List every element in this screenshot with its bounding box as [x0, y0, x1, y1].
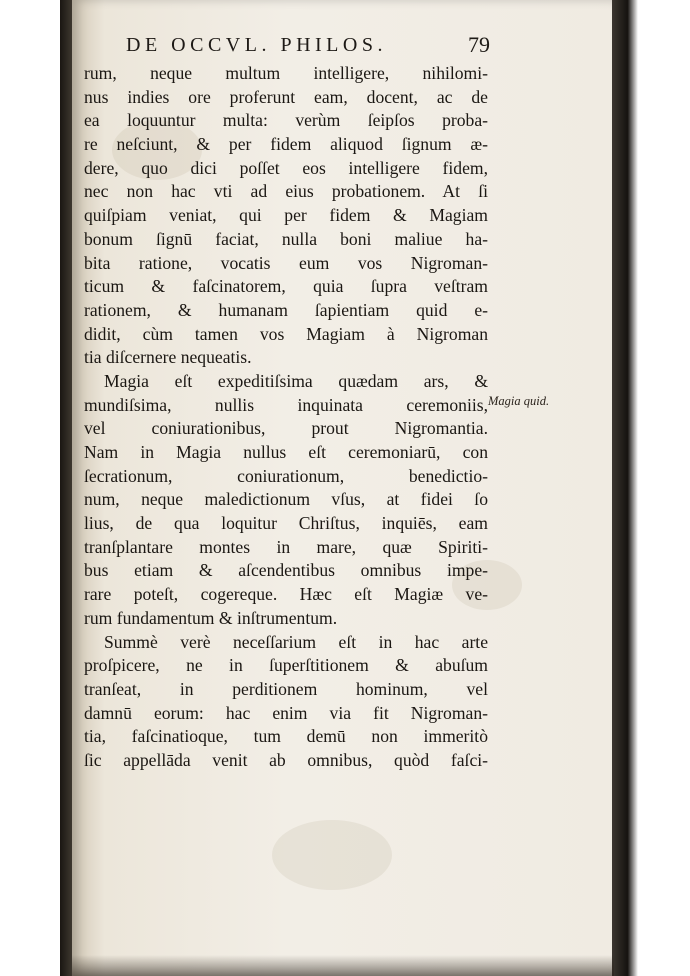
- text-line: didit, cùm tamen vos Magiam à Nigroman: [84, 323, 488, 344]
- text-line: tranſplantare montes in mare, quæ Spiriti-: [84, 536, 488, 557]
- page-outer-edge: [612, 0, 638, 976]
- text-line: ea loquuntur multa: verùm ſeipſos proba-: [84, 110, 488, 131]
- text-line: dere, quo dici poſſet eos intelligere fidem,: [84, 157, 488, 178]
- text-line: mundiſsima, nullis inquinata ceremoniis,: [84, 394, 488, 415]
- text-line: nec non hac vti ad eius probationem. At ſi: [84, 181, 488, 202]
- text-line: Summè verè neceſſarium eſt in hac arte: [104, 631, 488, 652]
- text-line: ſecrationum, coniurationum, benedictio-: [84, 465, 488, 486]
- text-line: rum, neque multum intelligere, nihilomi-: [84, 63, 488, 83]
- running-head: DE OCCVL. PHILOS.: [126, 34, 387, 56]
- text-line: proſpicere, ne in ſuperſtitionem & abuſum: [84, 655, 488, 676]
- text-line: Nam in Magia nullus eſt ceremoniarū, con: [84, 442, 488, 462]
- page-bottom-shade: [72, 955, 614, 976]
- text-line: quiſpiam veniat, qui per fidem & Magiam: [84, 205, 488, 226]
- text-line: bus etiam & aſcendentibus omnibus impe-: [84, 560, 488, 581]
- text-line: nus indies ore proferunt eam, docent, ac de: [84, 86, 488, 107]
- text-line: ticum & faſcinatorem, quia ſupra veſtram: [84, 276, 488, 297]
- text-line: lius, de qua loquitur Chriſtus, inquiēs, eam: [84, 513, 488, 534]
- text-line: Magia eſt expeditiſsima quædam ars, &: [104, 370, 488, 391]
- page-header: [126, 30, 490, 62]
- text-line: tia, faſcinatioque, tum demū non immeritò: [84, 726, 488, 747]
- text-line: re neſciunt, & per fidem aliquod ſignum æ-: [84, 134, 488, 155]
- text-line: bonum ſignū faciat, nulla boni maliue ha-: [84, 228, 488, 249]
- page-number: 79: [468, 32, 490, 57]
- text-line: damnū eorum: hac enim via fit Nigroman-: [84, 702, 488, 723]
- text-line: tia diſcernere nequeatis.: [84, 347, 252, 368]
- text-line: tranſeat, in perditionem hominum, vel: [84, 678, 488, 699]
- body-text: [84, 62, 488, 773]
- text-line: vel coniurationibus, prout Nigromantia.: [84, 418, 488, 439]
- marginal-note: Magia quid.: [488, 394, 550, 408]
- text-line: ſic appellāda venit ab omnibus, quòd faſci-: [84, 749, 488, 770]
- paper-stain: [272, 820, 392, 890]
- text-line: rare poteſt, cogereque. Hæc eſt Magiæ ve-: [84, 584, 488, 605]
- text-line: bita ratione, vocatis eum vos Nigroman-: [84, 252, 488, 273]
- text-line: rum fundamentum & inſtrumentum.: [84, 607, 338, 628]
- text-line: rationem, & humanam ſapientiam quid e-: [84, 299, 488, 320]
- text-line: num, neque maledictionum vſus, at fidei ſo: [84, 489, 488, 510]
